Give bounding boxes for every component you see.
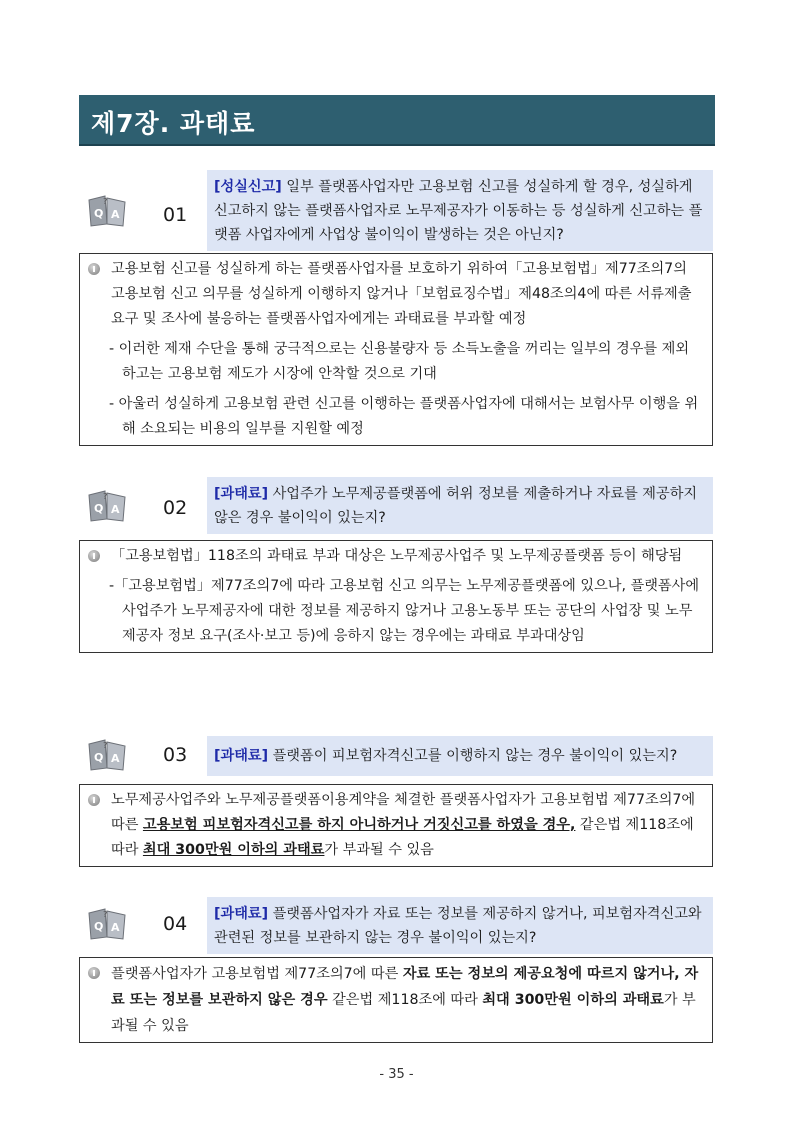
svg-text:Q: Q xyxy=(94,502,104,515)
svg-text:A: A xyxy=(111,752,120,765)
question-text xyxy=(207,736,713,776)
answer-subpoint: - 아울러 성실하게 고용보험 관련 신고를 이행하는 플랫폼사업자에 대해서는 보험사무 이행을 위해 소요되는 비용의 일부를 지원할 예정 xyxy=(109,396,699,437)
question-tag: [과태료] xyxy=(214,906,269,922)
info-bullet-icon xyxy=(88,794,100,806)
answer-box xyxy=(79,784,713,867)
qa-item-04 xyxy=(79,897,713,1043)
svg-text:A: A xyxy=(111,503,120,516)
question-tag: [성실신고] xyxy=(214,179,282,195)
question-number: 01 xyxy=(163,204,188,226)
answer-box xyxy=(79,957,713,1043)
answer-paragraph xyxy=(88,257,702,332)
svg-text:?: ? xyxy=(103,492,108,501)
page-number: - 35 - xyxy=(379,1067,414,1082)
question-block xyxy=(79,477,713,534)
qa-icon xyxy=(85,194,129,228)
answer-box xyxy=(79,540,713,653)
svg-text:Q: Q xyxy=(94,751,104,764)
chapter-title: 제7장. 과태료 xyxy=(79,95,715,146)
answer-emphasis: 자료 또는 정보의 제공요청에 따르지 않거나, 자료 또는 정보를 보관하지 않은 경우 xyxy=(111,966,699,1008)
info-bullet-icon xyxy=(88,967,100,979)
question-block xyxy=(79,736,713,776)
question-tag: [과태료] xyxy=(214,748,269,764)
svg-text:A: A xyxy=(111,208,120,221)
svg-text:Q: Q xyxy=(94,207,104,220)
qa-item-02 xyxy=(79,477,713,653)
question-tag: [과태료] xyxy=(214,486,269,502)
qa-icon xyxy=(85,738,129,772)
qa-item-01 xyxy=(79,170,713,446)
svg-text:?: ? xyxy=(103,910,108,919)
question-block xyxy=(79,897,713,954)
answer-text: 같은법 제118조에 따라 xyxy=(111,817,694,858)
answer-emphasis-underlined: 최대 300만원 이하의 과태료 xyxy=(142,842,325,858)
answer-emphasis: 최대 300만원 이하의 과태료 xyxy=(482,992,664,1008)
info-bullet-icon xyxy=(88,263,100,275)
question-block xyxy=(79,170,713,251)
answer-box xyxy=(79,253,713,446)
question-body: 일부 플랫폼사업자만 고용보험 신고를 성실하게 할 경우, 성실하게 신고하지 않는 플랫폼사업자로 노무제공자가 이동하는 등 성실하게 신고하는 플랫폼 사업자에게 사업상 불이익이 발생하는 것은 아닌지? xyxy=(214,179,703,243)
question-number: 02 xyxy=(163,497,188,519)
answer-main: 「고용보험법」118조의 과태료 부과 대상은 노무제공사업주 및 노무제공플랫폼 등이 해당됨 xyxy=(111,548,683,564)
svg-text:?: ? xyxy=(103,197,108,206)
svg-text:A: A xyxy=(111,921,120,934)
question-text xyxy=(207,477,713,534)
answer-subpoint: - 이러한 제재 수단을 통해 궁극적으로는 신용불량자 등 소득노출을 꺼리는 일부의 경우를 제외하고는 고용보험 제도가 시장에 안착할 것으로 기대 xyxy=(109,341,690,382)
answer-text: 가 부과될 수 있음 xyxy=(324,842,434,858)
qa-icon xyxy=(85,489,129,523)
answer-paragraph xyxy=(88,544,702,569)
question-body: 플랫폼사업자가 자료 또는 정보를 제공하지 않거나, 피보험자격신고와 관련된 정보를 보관하지 않는 경우 불이익이 있는지? xyxy=(214,906,702,946)
answer-text: 같은법 제118조에 따라 xyxy=(327,992,483,1008)
svg-text:?: ? xyxy=(103,741,108,750)
question-text xyxy=(207,897,713,954)
answer-text: 가 부과될 수 있음 xyxy=(111,992,696,1034)
answer-text: 노무제공사업주와 노무제공플랫폼이용계약을 체결한 플랫폼사업자가 고용보험법 제77조의7에 따른 xyxy=(111,792,696,833)
answer-paragraph xyxy=(88,788,702,863)
svg-text:Q: Q xyxy=(94,920,104,933)
qa-item-03 xyxy=(79,736,713,867)
answer-emphasis-underlined: 고용보험 피보험자격신고를 하지 아니하거나 거짓신고를 하였을 경우, xyxy=(142,817,576,833)
info-bullet-icon xyxy=(88,550,100,562)
answer-text: 플랫폼사업자가 고용보험법 제77조의7에 따른 xyxy=(111,966,403,982)
answer-paragraph xyxy=(88,961,702,1039)
question-body: 플랫폼이 피보험자격신고를 이행하지 않는 경우 불이익이 있는지? xyxy=(268,748,678,764)
question-body: 사업주가 노무제공플랫폼에 허위 정보를 제출하거나 자료를 제공하지 않은 경우 불이익이 있는지? xyxy=(214,486,698,526)
question-number: 03 xyxy=(163,744,188,766)
question-text xyxy=(207,170,713,251)
answer-main: 고용보험 신고를 성실하게 하는 플랫폼사업자를 보호하기 위하여「고용보험법」제77조의7의 고용보험 신고 의무를 성실하게 이행하지 않거나「보험료징수법」제48조의4에 따른 서류제출 요구 및 조사에 불응하는 플랫폼사업자에게는 과태료를 부과할 예정 xyxy=(111,261,692,327)
answer-subpoint: -「고용보험법」제77조의7에 따라 고용보험 신고 의무는 노무제공플랫폼에 있으나, 플랫폼사에 사업주가 노무제공자에 대한 정보를 제공하지 않거나 고용노동부 또는 공단의 사업장 및 노무제공자 정보 요구(조사·보고 등)에 응하지 않는 경우에는 과태료 부과대상임 xyxy=(109,578,700,644)
qa-icon xyxy=(85,907,129,941)
question-number: 04 xyxy=(163,913,188,935)
